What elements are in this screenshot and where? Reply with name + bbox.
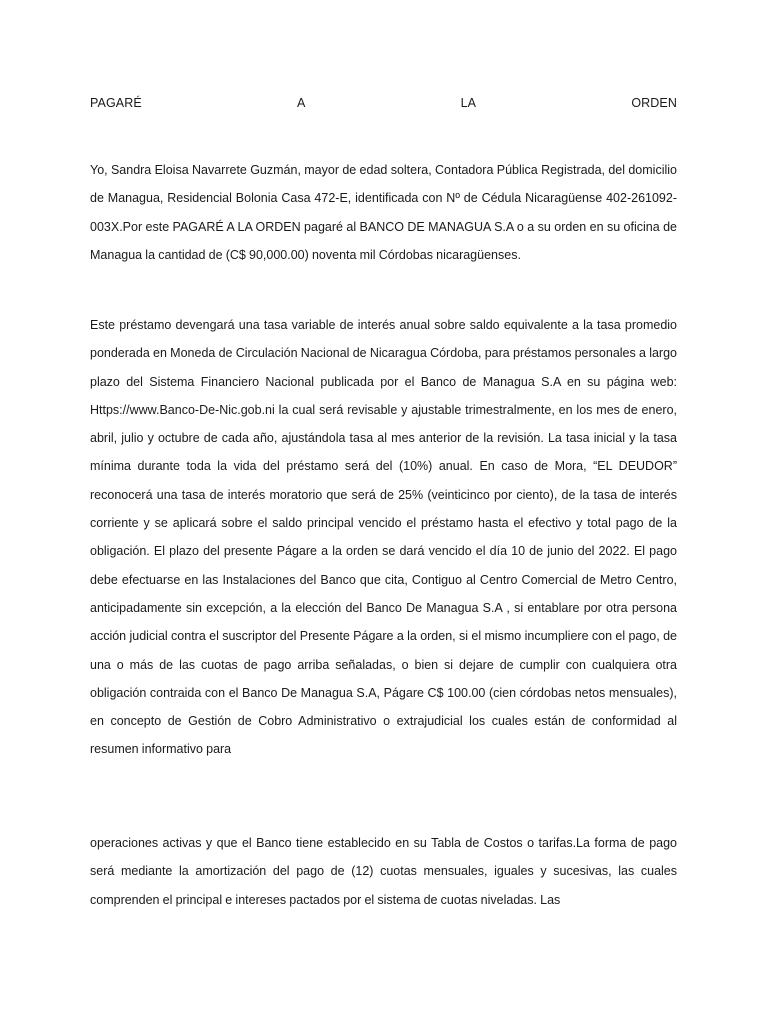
document-title (90, 93, 677, 113)
title-word-pagare: PAGARÉ (90, 96, 142, 110)
title-word-orden: ORDEN (631, 96, 677, 110)
title-word-la: LA (460, 96, 477, 110)
paragraph-payment-form: operaciones activas y que el Banco tiene establecido en su Tabla de Costos o tarifas.La forma de pago será mediante la amortización del pago de (12) cuotas mensuales, iguales y sucesivas, las cuales comprenden el principal e intereses pactados por el sistema de cuotas niveladas. Las (90, 836, 677, 907)
title-word-a: A (296, 96, 306, 110)
paragraph-interest-terms: Este préstamo devengará una tasa variable de interés anual sobre saldo equivalente a la tasa promedio ponderada en Moneda de Circulación Nacional de Nicaragua Córdoba, para préstamos personales a largo plazo del Sistema Financiero Nacional publicada por el Banco de Managua S.A en su página web: Https://www.Banco-De-Nic.gob.ni la cual será revisable y ajustable trimestralmente, en los mes de enero, abril, julio y octubre de cada año, ajustándola tasa al mes anterior de la revisión. La tasa inicial y la tasa mínima durante toda la vida del préstamo será del (10%) anual. En caso de Mora, “EL DEUDOR” reconocerá una tasa de interés moratorio que será de 25% (veinticinco por ciento), de la tasa de interés corriente y se aplicará sobre el saldo principal vencido el préstamo hasta el efectivo y total pago de la obligación. El plazo del presente Págare a la orden se dará vencido el día 10 de junio del 2022. El pago debe efectuarse en las Instalaciones del Banco que cita, Contiguo al Centro Comercial de Metro Centro, anticipadamente sin excepción, a la elección del Banco De Managua S.A , si entablare por otra persona acción judicial contra el suscriptor del Presente Págare a la orden, si el mismo incumpliere con el pago, de una o más de las cuotas de pago arriba señaladas, o bien si dejare de cumplir con cualquiera otra obligación contraida con el Banco De Managua S.A, Págare C$ 100.00 (cien córdobas netos mensuales), en concepto de Gestión de Cobro Administrativo o extrajudicial los cuales están de conformidad al resumen informativo para (90, 318, 677, 757)
paragraph-debtor-identification: Yo, Sandra Eloisa Navarrete Guzmán, mayor de edad soltera, Contadora Pública Registrada, del domicilio de Managua, Residencial Bolonia Casa 472-E, identificada con Nº de Cédula Nicaragüense 402-261092-003X.Por este PAGARÉ A LA ORDEN pagaré al BANCO DE MANAGUA S.A o a su orden en su oficina de Managua la cantidad de (C$ 90,000.00) noventa mil Córdobas nicaragüenses. (90, 163, 677, 262)
